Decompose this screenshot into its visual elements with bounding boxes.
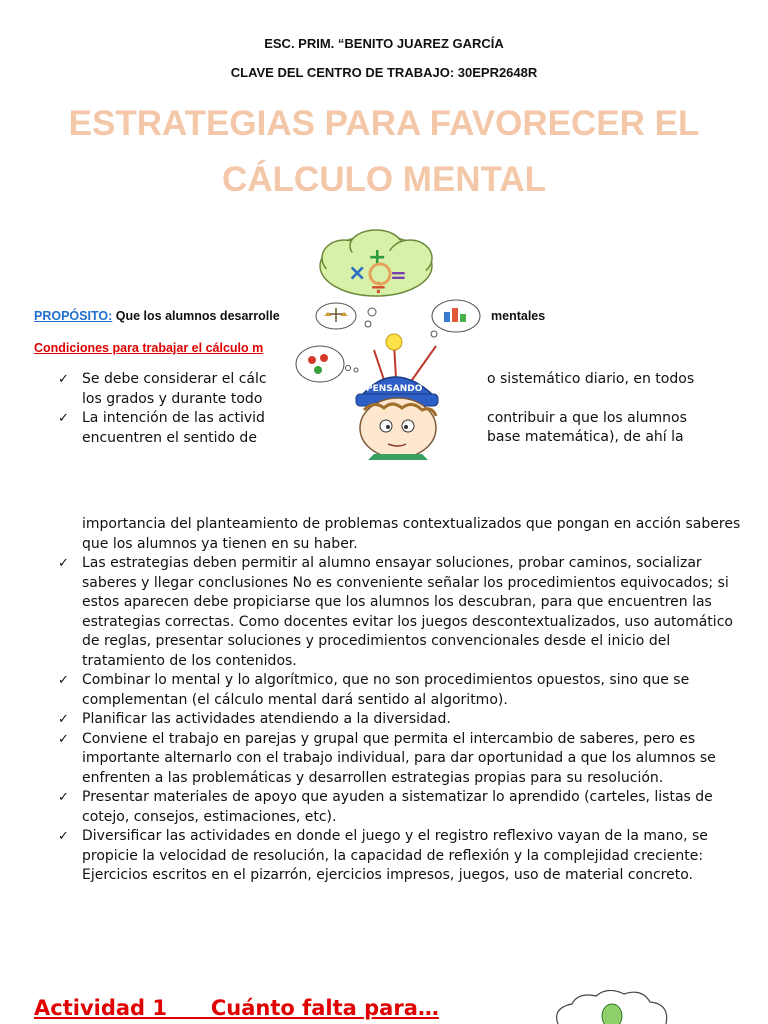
partial-item-1-right: o sistemático diario, en todos (487, 371, 695, 387)
list-item: ✓ Planificar las actividades atendiendo a la diversidad. (58, 710, 748, 730)
check-icon: ✓ (58, 411, 69, 426)
list-item: ✓ Conviene el trabajo en parejas y grupal que permita el intercambio de saberes, pero es importante alternarlo con el trabajo individual, para dar oportunidad a que los alumnos se enfrenten a las problemáticas y desarrollen estrategias propias para su resolución. (58, 730, 716, 786)
page-title-line-1: ESTRATEGIAS PARA FAVORECER EL (68, 104, 700, 143)
list-item: ✓ Combinar lo mental y lo algorítmico, que no son procedimientos opuestos, sino que se complementan (el cálculo mental dará sentido al algoritmo). (58, 672, 690, 708)
purpose-text-right: mentales (491, 309, 546, 323)
check-icon: ✓ (58, 372, 69, 387)
thinking-child-illustration (284, 228, 492, 460)
svg-text:÷: ÷ (370, 275, 387, 299)
bottom-cloud-illustration (548, 990, 688, 1024)
purpose-text-left: Que los alumnos desarrolle (115, 309, 280, 323)
page-title-line-2: CÁLCULO MENTAL (221, 160, 547, 199)
purpose-label: PROPÓSITO: (34, 309, 113, 323)
chart-cloud-icon (432, 300, 480, 332)
purpose-line (34, 309, 280, 323)
conditions-list (58, 554, 748, 886)
hat-label: PENSANDO (366, 384, 423, 394)
activity-heading (34, 996, 439, 1020)
check-icon: ✓ (58, 673, 69, 688)
scale-cloud-icon (316, 303, 356, 329)
list-item: ✓ Presentar materiales de apoyo que ayuden a sistematizar lo aprendido (carteles, listas de cotejo, consejos, estimaciones, etc). (58, 789, 713, 825)
partial-item-2-right-2: base matemática), de ahí la (487, 429, 684, 445)
check-icon: ✓ (58, 829, 69, 844)
activity-name: Cuánto falta para… (210, 996, 439, 1020)
svg-text:=: = (390, 263, 407, 287)
list-item: ✓ Diversificar las actividades en donde el juego y el registro reflexivo vayan de la mano, se propicie la velocidad de resolución, la capacidad de reflexión y la complejidad creciente: Ejercicios escritos en el pizarrón, ejercicios impresos, juegos, uso de material concreto. (58, 828, 708, 883)
svg-text:×: × (348, 261, 367, 286)
item-2-continuation: importancia del planteamiento de problemas contextualizados que pongan en acción saberes que los alumnos ya tienen en su haber. (82, 516, 741, 552)
school-name: ESC. PRIM. “BENITO JUAREZ GARCÍA (264, 36, 504, 51)
thought-cloud-icon (320, 230, 432, 299)
check-icon: ✓ (58, 556, 69, 571)
antenna-icon (374, 344, 436, 380)
work-center-code: CLAVE DEL CENTRO DE TRABAJO: 30EPR2648R (230, 65, 538, 80)
check-icon: ✓ (58, 790, 69, 805)
svg-text:+: + (368, 245, 387, 270)
check-icon: ✓ (58, 731, 69, 747)
partial-item-1-left: ✓ Se debe considerar el cálc los grados y durante todo ✓ La intención de las activid encuentren el sentido de (58, 371, 267, 446)
apples-cloud-icon (296, 346, 344, 382)
conditions-heading: Condiciones para trabajar el cálculo m (34, 341, 264, 355)
check-icon: ✓ (58, 712, 69, 727)
list-item: ✓ Las estrategias deben permitir al alumno ensayar soluciones, probar caminos, socializar saberes y llegar conclusiones No es conveniente señalar los procedimientos equivocados; si estos aparecen debe propiciarse que los alumnos los descubran, para que encuentren las estrategias correctas. Como docentes evitar los juegos descontextualizados, uso automático de reglas, presentar soluciones y procedimientos convencionales desde el inicio del tratamiento de los contenidos. (58, 555, 733, 669)
partial-item-2-right: contribuir a que los alumnos (487, 410, 687, 426)
activity-number: Actividad 1 (34, 996, 167, 1020)
